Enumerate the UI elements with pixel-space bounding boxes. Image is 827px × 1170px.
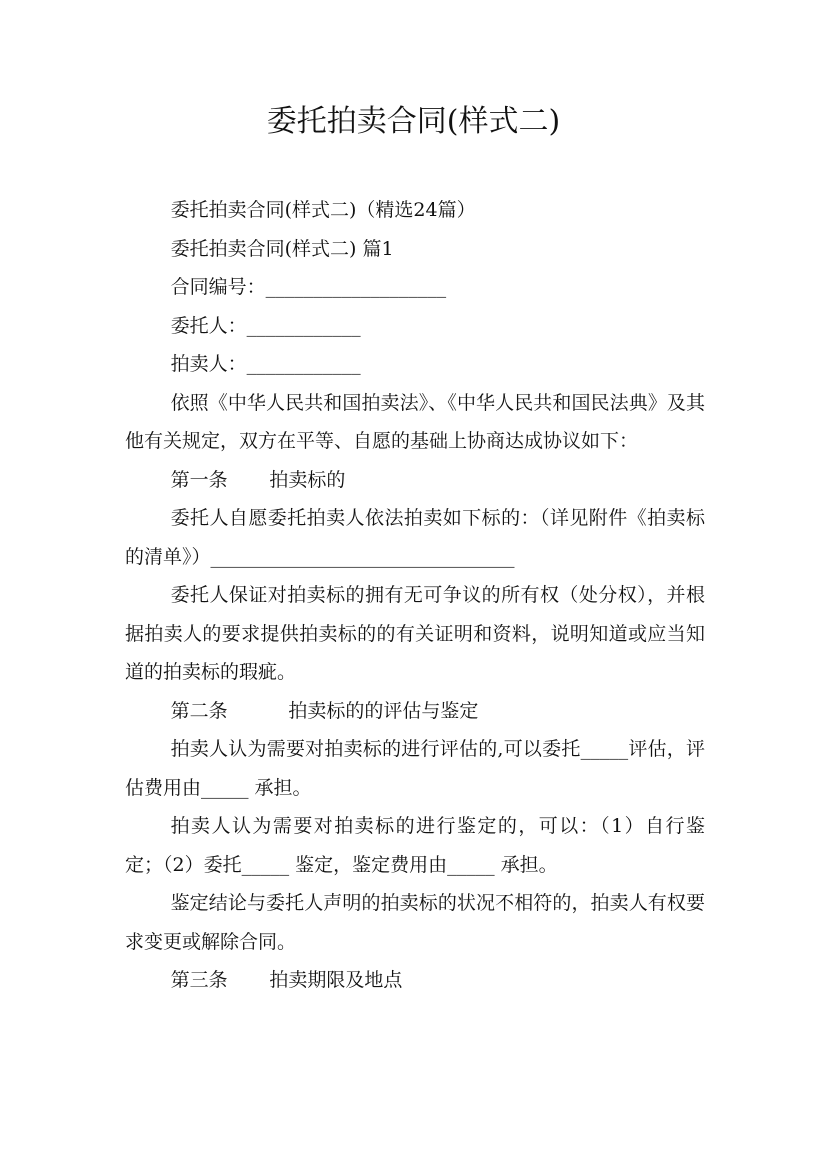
contract-number-line: 合同编号：___________________ (170, 276, 447, 298)
article-2-number: 第二条 (170, 699, 228, 722)
article-2-paragraph-2: 拍卖人认为需要对拍卖标的进行鉴定的，可以：（1）自行鉴定；（2）委托_____ 鉴定，鉴定费用由_____ 承担。 (125, 815, 705, 876)
article-2-paragraph-1: 拍卖人认为需要对拍卖标的进行评估的,可以委托_____评估，评估费用由_____ 承担。 (125, 738, 705, 799)
article-1-paragraph-1: 委托人自愿委托拍卖人依法拍卖如下标的：（详见附件《拍卖标的清单》）________________________________ (125, 507, 705, 568)
auctioneer-line: 拍卖人：____________ (170, 353, 361, 375)
article-1-heading (125, 461, 705, 500)
section-heading: 委托拍卖合同(样式二) 篇1 (170, 237, 394, 260)
subtitle-line: 委托拍卖合同(样式二)（精选24篇） (170, 199, 476, 221)
article-1-title: 拍卖标的 (269, 468, 346, 491)
article-1-paragraph-2: 委托人保证对拍卖标的拥有无可争议的所有权（处分权），并根据拍卖人的要求提供拍卖标的的有关证明和资料，说明知道或应当知道的拍卖标的瑕疵。 (125, 584, 705, 683)
article-2-heading (125, 692, 705, 731)
preamble-paragraph: 依照《中华人民共和国拍卖法》、《中华人民共和国民法典》及其他有关规定，双方在平等、自愿的基础上协商达成协议如下： (125, 391, 705, 452)
article-1-number: 第一条 (170, 468, 228, 491)
article-2-title: 拍卖标的的评估与鉴定 (288, 699, 479, 722)
document-body (125, 191, 705, 1000)
article-3-number: 第三条 (170, 969, 228, 991)
article-3-title: 拍卖期限及地点 (269, 969, 403, 991)
consignor-line: 委托人：____________ (170, 314, 361, 337)
article-3-heading (125, 961, 705, 1000)
article-2-paragraph-3: 鉴定结论与委托人声明的拍卖标的状况不相符的，拍卖人有权要求变更或解除合同。 (125, 892, 705, 953)
document-title: 委托拍卖合同(样式二) (266, 104, 561, 139)
